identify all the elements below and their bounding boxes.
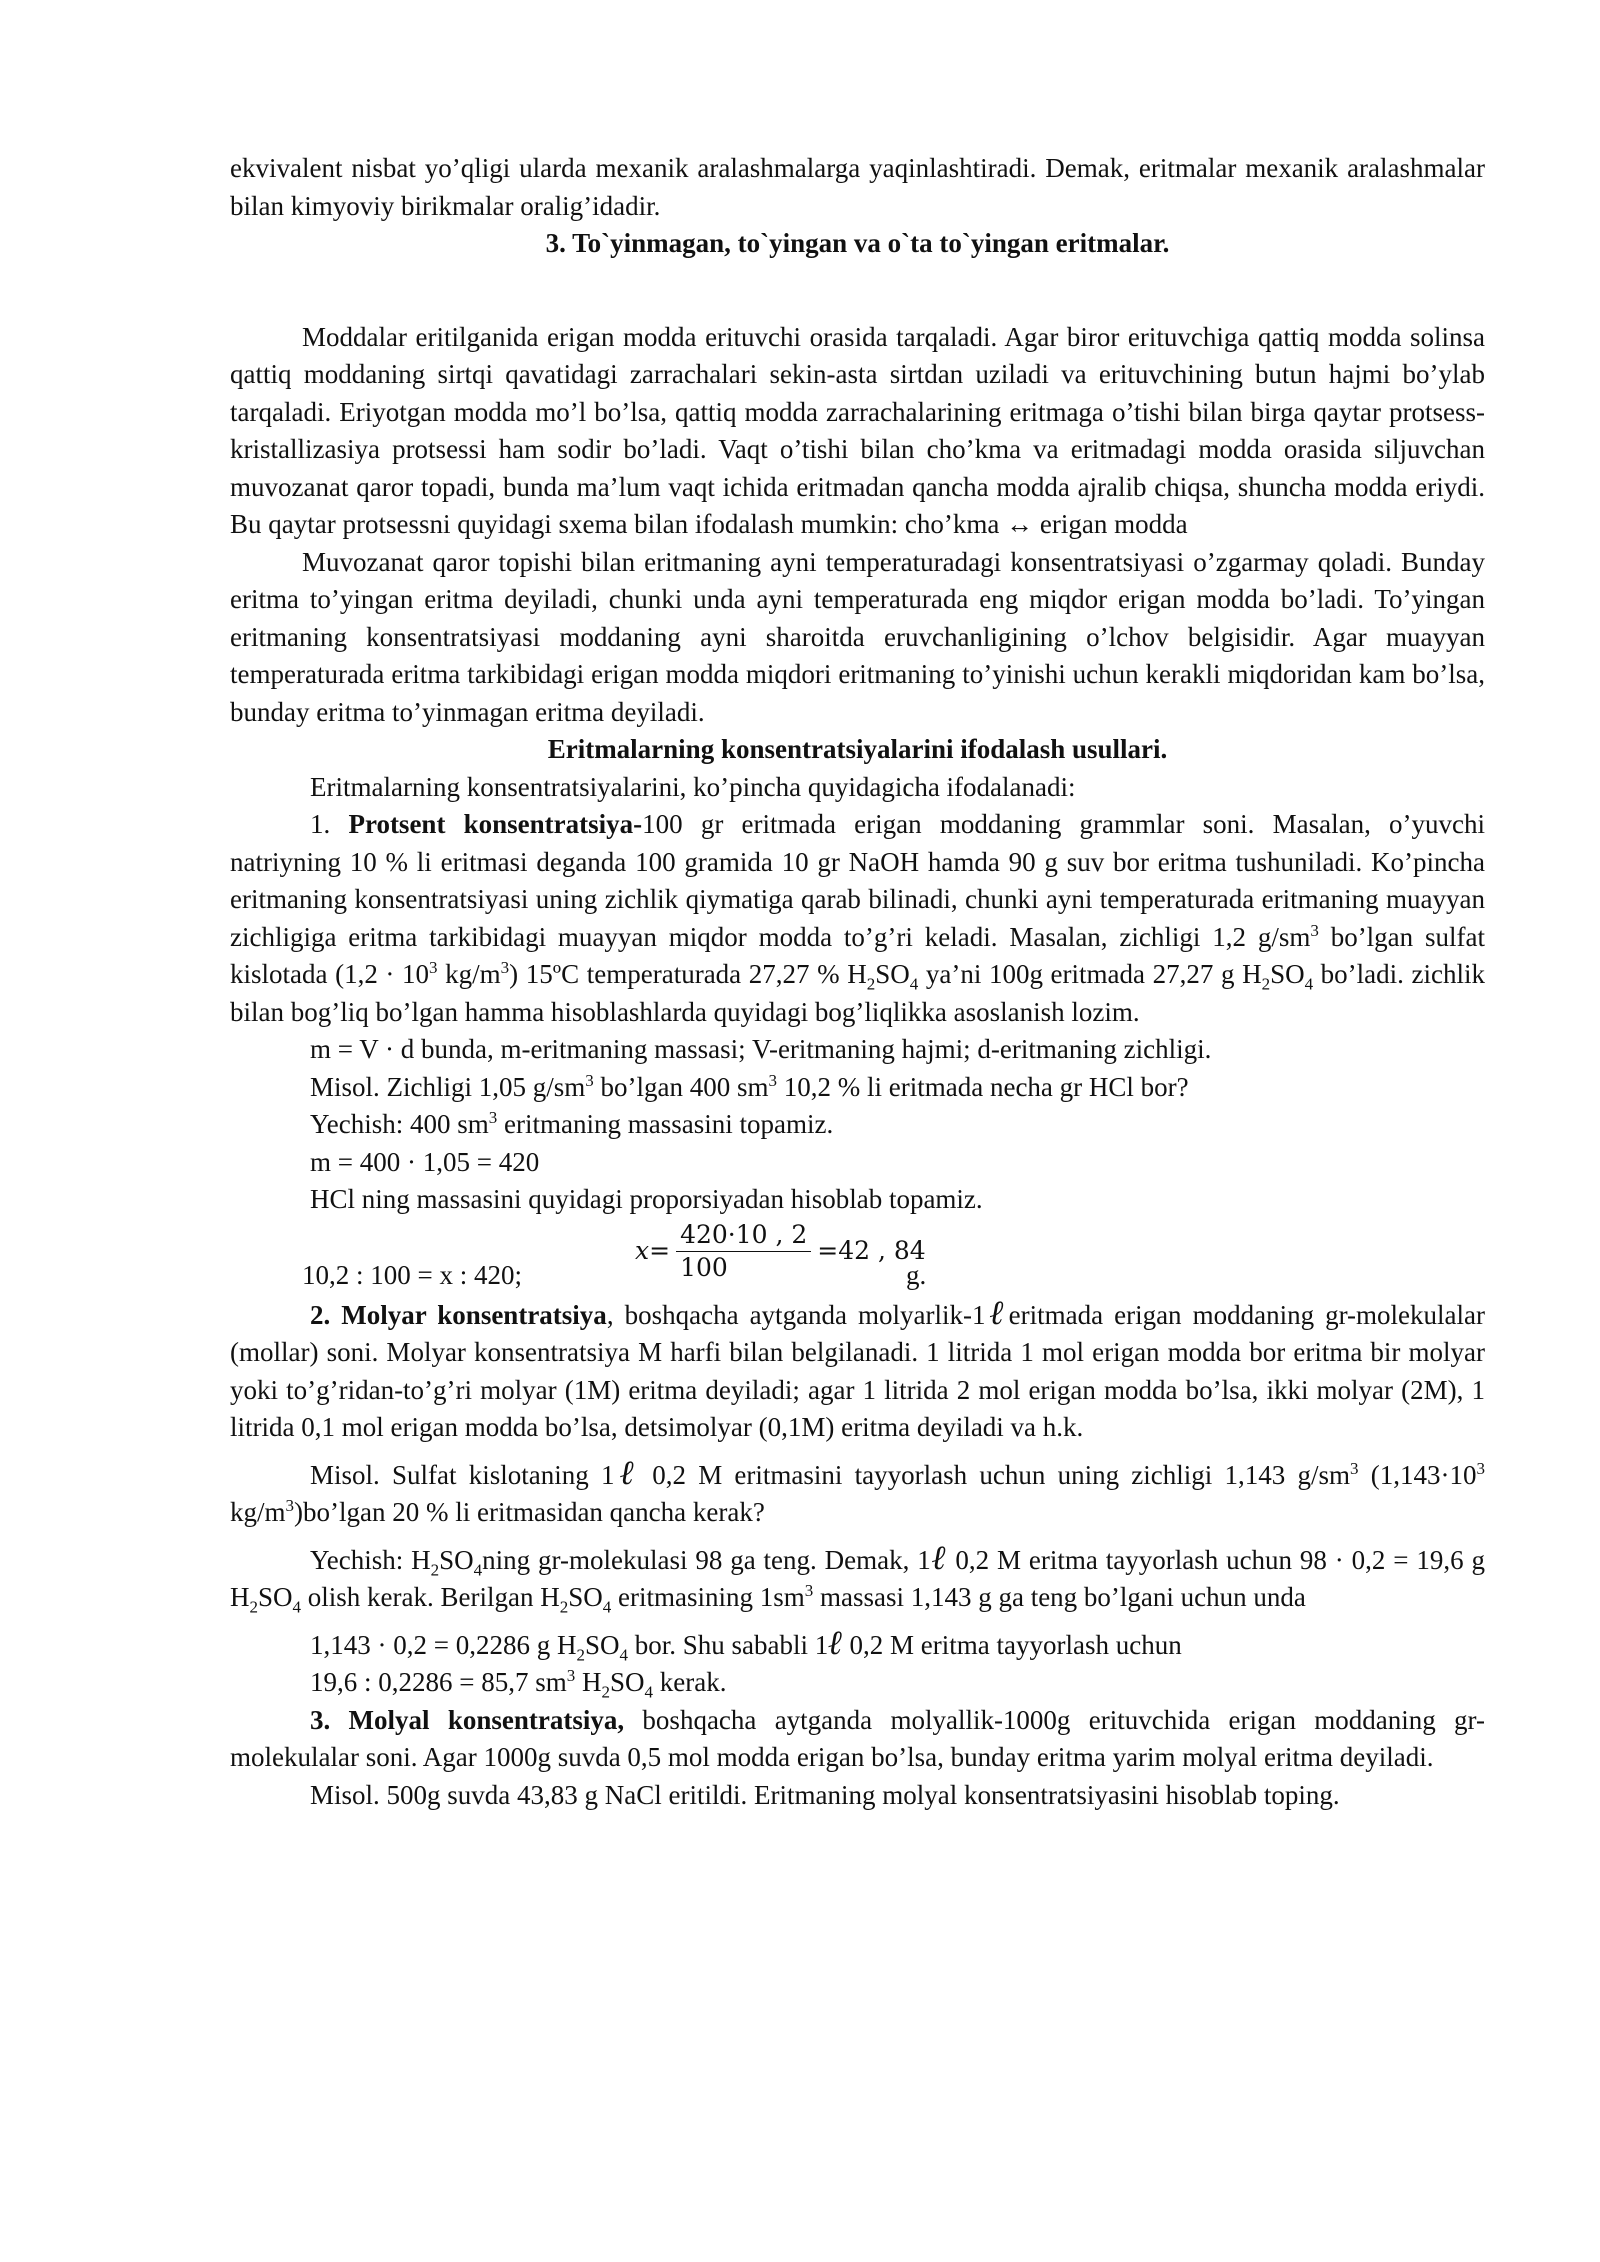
liter-symbol: ℓ: [985, 1292, 1009, 1333]
liter-symbol: ℓ: [614, 1452, 640, 1493]
liter-symbol: ℓ: [930, 1537, 948, 1578]
example-2-solution: Yechish: $H_2SO_4ning$ gr-molekulasi 98 ga teng. Demak, 1ℓ 0,2 M eritma tayyorlash uchun 98 · 0,2 = 19,6 g $H_2SO_4$ olish kerak. Berilgan $H_2SO_4$ eritmasining $1sm^3$ massasi 1,143 g ga teng bo’lgani uchun unda: [230, 1537, 1485, 1617]
formula-mass-line: m = V · d bunda, m-eritmaning massasi; V-eritmaning hajmi; d-eritmaning zichligi.: [310, 1034, 1212, 1064]
document-page: [230, 150, 1485, 1814]
paragraph-concentration-intro: Eritmalarning konsentratsiyalarini, ko’pincha quyidagicha ifodalanadi:: [310, 771, 1076, 802]
paragraph-molar-concentration: 2. Molyar konsentratsiya, boshqacha aytganda molyarlik-1ℓeritmada erigan moddaning gr-molekulalar (mollar) soni. Molyar konsentratsiya M harfi bilan belgilanadi. 1 litrida 1 mol erigan modda bor eritma bir molyar yoki to’g’ridan-to’g’ri molyar (1M) eritma deyiladi; agar 1 litrida 2 mol erigan modda bo’lsa, ikki molyar (2M), 1 litrida 0,1 mol erigan modda bo’lsa, detsimolyar (0,1M) eritma deyiladi va h.k.: [230, 1292, 1485, 1442]
example-1-solution: Yechish: 400 $sm^3$ eritmaning massasini topamiz.: [310, 1108, 834, 1139]
term-percent-concentration: Protsent konsentratsiya-: [348, 809, 643, 839]
example-2-calc-2: 19,6 : 0,2286 = 85,7 $sm^3$ $H_2SO_4$ kerak.: [310, 1666, 727, 1702]
fraction-denominator: 100: [680, 1252, 728, 1282]
term-molar-concentration: 2. Molyar konsentratsiya: [310, 1299, 607, 1330]
proportion-formula: [230, 1219, 1485, 1297]
example-1-question: Misol. Zichligi 1,05 $g/sm^3$ bo’lgan 400 $sm^3$ 10,2 % li eritmada necha gr HCl bor?: [310, 1070, 1189, 1102]
paragraph-intro: ekvivalent nisbat yo’qligi ularda mexanik aralashmalarga yaqinlashtiradi. Demak, eritmalar mexanik aralashmalar bilan kimyoviy birikmalar oralig’idadir.: [230, 153, 1485, 221]
fraction-numerator: 420·10 , 2: [676, 1219, 811, 1252]
example-3-question: Misol. 500g suvda 43,83 g NaCl eritildi. Eritmaning molyal konsentratsiyasini hisoblab toping.: [310, 1779, 1340, 1810]
paragraph-molal-concentration: 3. Molyal konsentratsiya, boshqacha aytganda molyallik-1000g erituvchida erigan moddaning gr-molekulalar soni. Agar 1000g suvda 0,5 mol modda erigan bo’lsa, bunday eritma yarim molyal eritma deyiladi.: [230, 1704, 1485, 1772]
paragraph-percent-concentration: 1. Protsent konsentratsiya-100 gr eritmada erigan moddaning grammlar soni. Masalan, o’yuvchi natriyning 10 % li eritmasi deganda 100 gramida 10 gr NaOH hamda 90 g suv bor eritma tushuniladi. Ko’pincha eritmaning konsentratsiyasi uning zichlik qiymatiga qarab bilinadi, chunki ayni temperaturada eritmaning muayyan zichligiga eritma tarkibidagi muayyan miqdor modda to’g’ri keladi. Masalan, zichligi 1,2 $g/sm^3$ bo’lgan sulfat kislotada ($1,2 \cdot 10^3$ $kg/m^3$) 15ºC temperaturada 27,27 % $H_2SO_4$ ya’ni 100g eritmada 27,27 g $H_2SO_4$ bo’ladi. zichlik bilan bog’liq bo’lgan hamma hisoblashlarda quyidagi bog’liqlikka asoslanish lozim.: [230, 809, 1486, 1027]
example-2-calc-1: 1,143 · 0,2 = 0,2286 g $H_2SO_4$ bor. Shu sababli 1ℓ 0,2 M eritma tayyorlash uchun: [310, 1622, 1182, 1664]
fraction-expression: x = $\frac{420\cdot 10 , 2}{100}$ =42 , 84: [635, 1219, 926, 1282]
example-1-calc: m = 400 · 1,05 = 420: [310, 1146, 540, 1177]
liter-symbol: ℓ: [828, 1622, 843, 1663]
example-2-question: Misol. Sulfat kislotaning 1ℓ 0,2 M eritmasini tayyorlash uchun uning zichligi 1,143 $g/sm^3$ ($1,143\cdot 10^3$ $kg/m^3)bo’lgan$ 20 % li eritmasidan qancha kerak?: [230, 1452, 1486, 1527]
section-heading-concentration: Eritmalarning konsentratsiyalarini ifodalash usullari.: [547, 734, 1168, 764]
section-heading-saturation: 3. To`yinmagan, to`yingan va o`ta to`yingan eritmalar.: [545, 228, 1170, 258]
proportion-text: 10,2 : 100 = x : 420;: [302, 1259, 522, 1290]
spacer: [230, 263, 1485, 319]
paragraph-dissolution: Moddalar eritilganida erigan modda erituvchi orasida tarqaladi. Agar biror erituvchiga qattiq modda solinsa qattiq moddaning sirtqi qavatidagi zarrachalari sekin-asta sirtdan uziladi va erituvchining butun hajmi bo’ylab tarqaladi. Eriyotgan modda mo’l bo’lsa, qattiq modda zarrachalarining eritmaga o’tishi bilan birga qaytar protsess-kristallizasiya protsessi ham sodir bo’ladi. Vaqt o’tishi bilan cho’kma va eritmadagi modda orasida siljuvchan muvozanat qaror topadi, bunda ma’lum vaqt ichida eritmadan qancha modda ajralib chiqsa, shuncha modda eriydi. Bu qaytar protsessni quyidagi sxema bilan ifodalash mumkin: cho’kma ↔ erigan modda: [230, 321, 1485, 539]
fraction-result: =42 , 84: [817, 1236, 926, 1266]
fraction: [676, 1219, 811, 1284]
example-1-hcl-line: HCl ning massasini quyidagi proporsiyadan hisoblab topamiz.: [310, 1184, 983, 1214]
term-molal-concentration: 3. Molyal konsentratsiya,: [310, 1704, 625, 1735]
unit-gram: g.: [906, 1259, 927, 1290]
paragraph-equilibrium: Muvozanat qaror topishi bilan eritmaning ayni temperaturadagi konsentratsiyasi o’zgarmay qoladi. Bunday eritma to’yingan eritma deyiladi, chunki unda ayni temperaturada eng miqdor erigan modda bo’ladi. To’yingan eritmaning konsentratsiyasi moddaning ayni sharoitda eruvchanligining o’lchov belgisidir. Agar muayyan temperaturada eritma tarkibidagi erigan modda miqdori eritmaning to’yinishi uchun kerakli miqdoridan kam bo’lsa, bunday eritma to’yinmagan eritma deyiladi.: [230, 546, 1485, 727]
